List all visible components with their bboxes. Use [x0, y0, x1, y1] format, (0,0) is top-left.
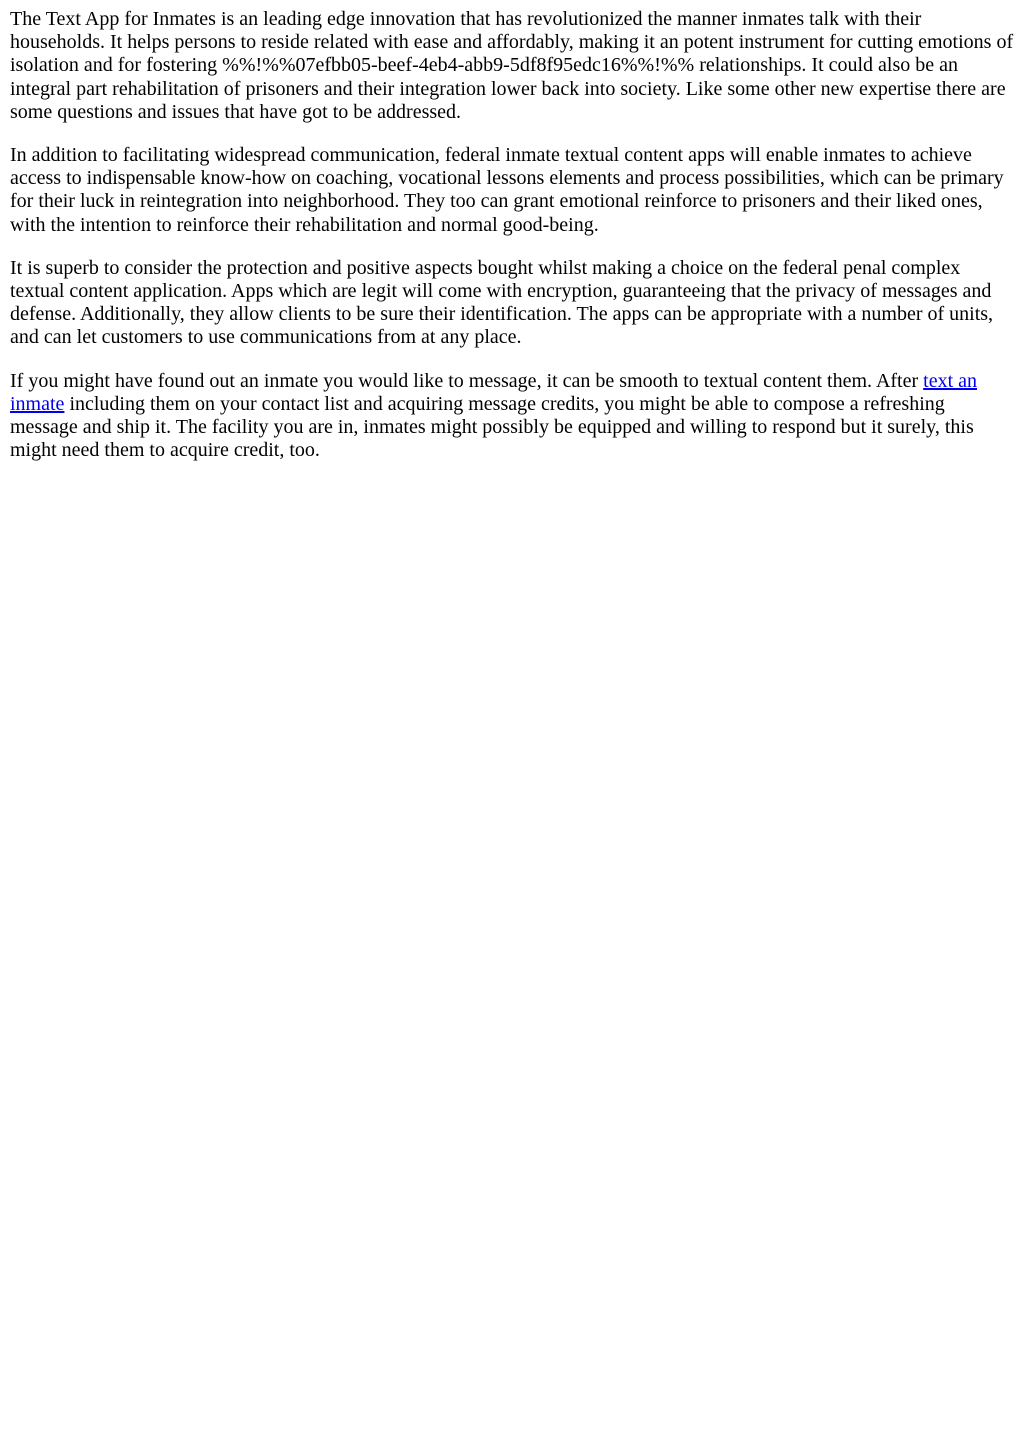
- paragraph-1: The Text App for Inmates is an leading edge innovation that has revolutionized the manner inmates talk with their households. It helps persons to reside related with ease and affordably, making it an potent instrument for cutting emotions of isolation and for fostering %%!%%07efbb05-beef-4eb4-abb9-5df8f95edc16%%!%% relationships. It could also be an integral part rehabilitation of prisoners and their integration lower back into society. Like some other new expertise there are some questions and issues that have got to be addressed.: [10, 8, 1014, 123]
- paragraph-4-text-after-link: including them on your contact list and acquiring message credits, you might be able to compose a refreshing message and ship it. The facility you are in, inmates might possibly be equipped and willing to respond but it surely, this might need them to acquire credit, too.: [10, 392, 974, 462]
- text-an-inmate-link[interactable]: text an inmate: [10, 369, 978, 415]
- paragraph-4: [10, 370, 1014, 463]
- paragraph-4-text-before-link: If you might have found out an inmate you would like to message, it can be smooth to textual content them. After: [10, 369, 924, 392]
- paragraph-3: It is superb to consider the protection and positive aspects bought whilst making a choice on the federal penal complex textual content application. Apps which are legit will come with encryption, guaranteeing that the privacy of messages and defense. Additionally, they allow clients to be sure their identification. The apps can be appropriate with a number of units, and can let customers to use communications from at any place.: [10, 256, 994, 349]
- paragraph-2: In addition to facilitating widespread communication, federal inmate textual content apps will enable inmates to achieve access to indispensable know-how on coaching, vocational lessons elements and process possibilities, which can be primary for their luck in reintegration into neighborhood. They too can grant emotional reinforce to prisoners and their liked ones, with the intention to reinforce their rehabilitation and normal good-being.: [10, 144, 1004, 236]
- article-body: [10, 8, 1014, 462]
